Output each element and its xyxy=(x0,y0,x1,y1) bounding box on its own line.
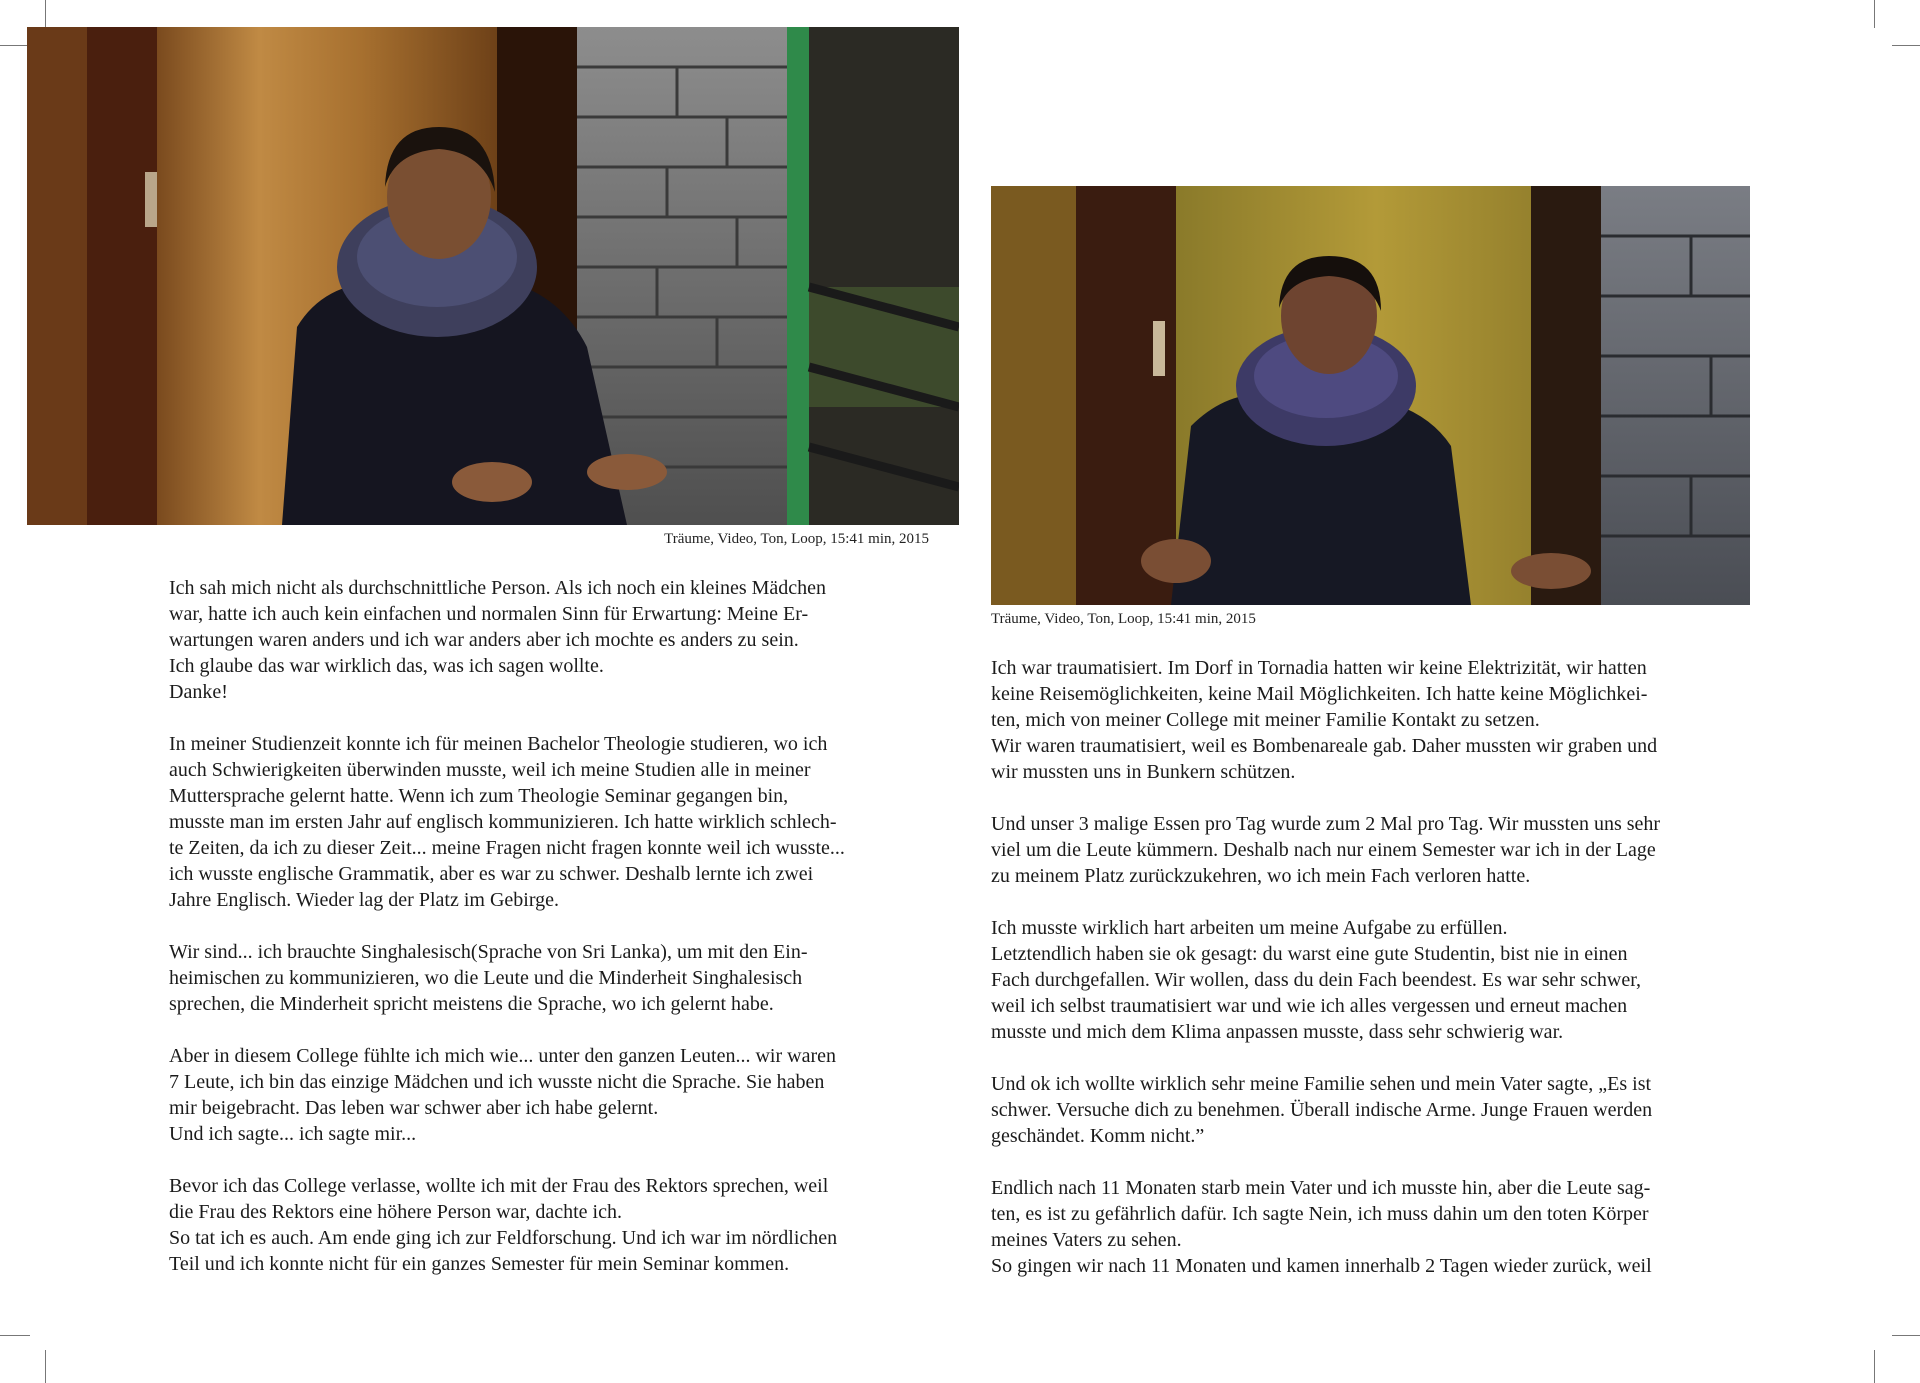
paragraph xyxy=(991,1175,1771,1279)
text-line: mir beigebracht. Das leben war schwer aber ich habe gelernt. xyxy=(169,1097,659,1119)
photo-caption-right: Träume, Video, Ton, Loop, 15:41 min, 2015 xyxy=(991,611,1256,627)
text-line: meines Vaters zu sehen. xyxy=(991,1229,1182,1251)
crop-mark-top-right-h xyxy=(1892,45,1920,46)
paragraph xyxy=(991,655,1771,785)
text-line: musste man im ersten Jahr auf englisch kommunizieren. Ich hatte wirklich schlech- xyxy=(169,811,837,833)
text-line: Danke! xyxy=(169,681,228,703)
text-line: In meiner Studienzeit konnte ich für meinen Bachelor Theologie studieren, wo ich xyxy=(169,733,828,755)
text-line: Und ok ich wollte wirklich sehr meine Familie sehen und mein Vater sagte, „Es ist xyxy=(991,1073,1652,1095)
text-line: Wir waren traumatisiert, weil es Bombenareale gab. Daher mussten wir graben und xyxy=(991,735,1658,757)
text-line: 7 Leute, ich bin das einzige Mädchen und ich wusste nicht die Sprache. Sie haben xyxy=(169,1071,825,1093)
photo-woman-speaking-right xyxy=(991,186,1750,605)
text-line: Endlich nach 11 Monaten starb mein Vater und ich musste hin, aber die Leute sag- xyxy=(991,1177,1651,1199)
paragraph xyxy=(991,811,1771,889)
text-line: te Zeiten, da ich zu dieser Zeit... meine Fragen nicht fragen konnte weil ich wusste... xyxy=(169,837,845,859)
text-line: Ich glaube das war wirklich das, was ich sagen wollte. xyxy=(169,655,604,677)
text-line: schwer. Versuche dich zu benehmen. Überall indische Arme. Junge Frauen werden xyxy=(991,1099,1653,1121)
crop-mark-top-left-v xyxy=(45,0,46,28)
paragraph xyxy=(991,915,1771,1045)
text-line: zu meinem Platz zurückzukehren, wo ich mein Fach verloren hatte. xyxy=(991,865,1531,887)
text-line: Letztendlich haben sie ok gesagt: du warst eine gute Studentin, bist nie in einen xyxy=(991,943,1628,965)
crop-mark-top-left-h xyxy=(0,45,28,46)
paragraph xyxy=(169,1043,949,1147)
text-line: So gingen wir nach 11 Monaten und kamen innerhalb 2 Tagen wieder zurück, weil xyxy=(991,1255,1652,1277)
text-line: So tat ich es auch. Am ende ging ich zur Feldforschung. Und ich war im nördlichen xyxy=(169,1227,838,1249)
text-line: ich wusste englische Grammatik, aber es war zu schwer. Deshalb lernte ich zwei xyxy=(169,863,814,885)
photo-caption-left: Träume, Video, Ton, Loop, 15:41 min, 2015 xyxy=(664,531,929,547)
paragraph xyxy=(169,731,949,913)
crop-mark-bottom-right-h xyxy=(1892,1335,1920,1336)
text-line: Und ich sagte... ich sagte mir... xyxy=(169,1123,417,1145)
text-line: war, hatte ich auch kein einfachen und normalen Sinn für Erwartung: Meine Er- xyxy=(169,603,809,625)
text-line: ten, mich von meiner College mit meiner Familie Kontakt zu setzen. xyxy=(991,709,1540,731)
crop-mark-top-right-v xyxy=(1874,0,1875,28)
right-page-text xyxy=(991,655,1771,1279)
text-line: Fach durchgefallen. Wir wollen, dass du dein Fach beendest. Es war sehr schwer, xyxy=(991,969,1642,991)
paragraph xyxy=(169,575,949,705)
text-line: wartungen waren anders und ich war anders aber ich mochte es anders zu sein. xyxy=(169,629,799,651)
text-line: wir mussten uns in Bunkern schützen. xyxy=(991,761,1296,783)
crop-mark-bottom-left-v xyxy=(45,1350,46,1383)
text-line: Jahre Englisch. Wieder lag der Platz im Gebirge. xyxy=(169,889,559,911)
text-line: weil ich selbst traumatisiert war und wie ich alles vergessen und erneut machen xyxy=(991,995,1628,1017)
crop-mark-bottom-right-v xyxy=(1874,1350,1875,1383)
paragraph xyxy=(991,1071,1771,1149)
crop-mark-bottom-left-h xyxy=(0,1335,30,1336)
left-page-text xyxy=(169,575,949,1277)
text-line: Teil und ich konnte nicht für ein ganzes Semester für mein Seminar kommen. xyxy=(169,1253,790,1275)
text-line: ten, es ist zu gefährlich dafür. Ich sagte Nein, ich muss dahin um den toten Körper xyxy=(991,1203,1649,1225)
text-line: heimischen zu kommunizieren, wo die Leute und die Minderheit Singhalesisch xyxy=(169,967,803,989)
photo-woman-speaking-left xyxy=(27,27,959,525)
text-line: Aber in diesem College fühlte ich mich wie... unter den ganzen Leuten... wir waren xyxy=(169,1045,836,1067)
text-line: Ich musste wirklich hart arbeiten um meine Aufgabe zu erfüllen. xyxy=(991,917,1508,939)
paragraph xyxy=(169,1173,949,1277)
text-line: die Frau des Rektors eine höhere Person war, dachte ich. xyxy=(169,1201,622,1223)
text-line: auch Schwierigkeiten überwinden musste, weil ich meine Studien alle in meiner xyxy=(169,759,811,781)
text-line: Wir sind... ich brauchte Singhalesisch(Sprache von Sri Lanka), um mit den Ein- xyxy=(169,941,808,963)
text-line: viel um die Leute kümmern. Deshalb nach nur einem Semester war ich in der Lage xyxy=(991,839,1656,861)
text-line: Bevor ich das College verlasse, wollte ich mit der Frau des Rektors sprechen, weil xyxy=(169,1175,829,1197)
text-line: Ich sah mich nicht als durchschnittliche Person. Als ich noch ein kleines Mädchen xyxy=(169,577,827,599)
text-line: Muttersprache gelernt hatte. Wenn ich zum Theologie Seminar gegangen bin, xyxy=(169,785,789,807)
text-line: Und unser 3 malige Essen pro Tag wurde zum 2 Mal pro Tag. Wir mussten uns sehr xyxy=(991,813,1661,835)
text-line: geschändet. Komm nicht.” xyxy=(991,1125,1205,1147)
paragraph xyxy=(169,939,949,1017)
text-line: musste und mich dem Klima anpassen musste, dass sehr schwierig war. xyxy=(991,1021,1564,1043)
text-line: keine Reisemöglichkeiten, keine Mail Möglichkeiten. Ich hatte keine Möglichkei- xyxy=(991,683,1648,705)
text-line: sprechen, die Minderheit spricht meistens die Sprache, wo ich gelernt habe. xyxy=(169,993,774,1015)
text-line: Ich war traumatisiert. Im Dorf in Tornadia hatten wir keine Elektrizität, wir hatten xyxy=(991,657,1647,679)
